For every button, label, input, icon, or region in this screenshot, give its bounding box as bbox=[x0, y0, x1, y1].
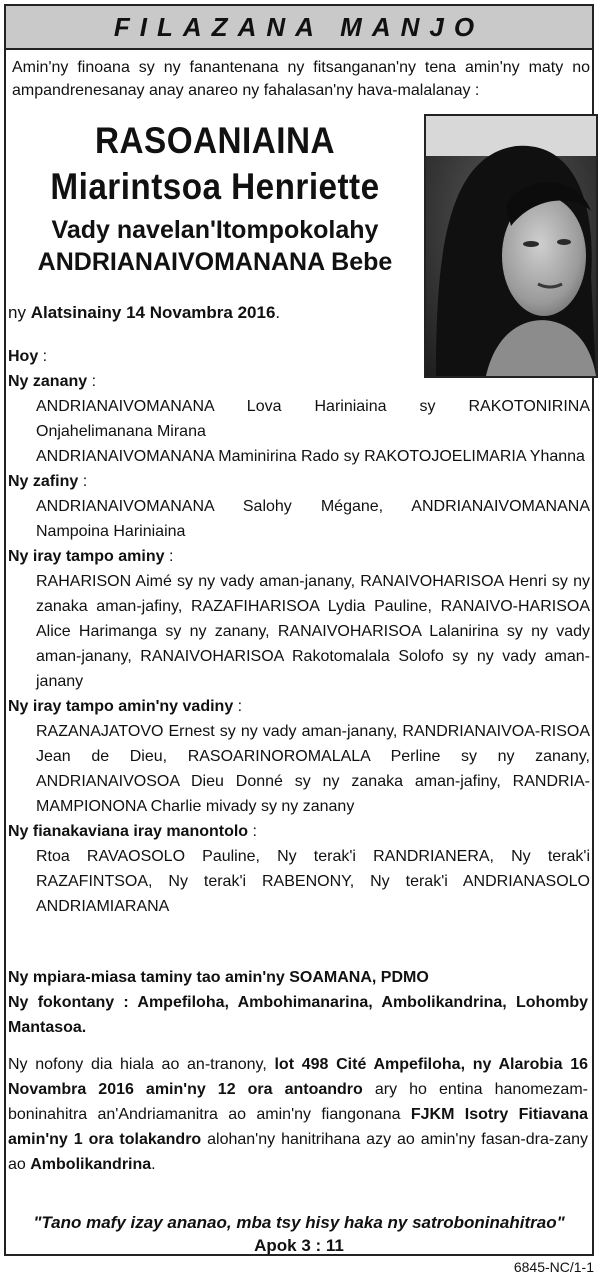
section-colon: : bbox=[233, 698, 243, 715]
spacer bbox=[8, 1040, 588, 1052]
section-label-iray-tampo-aminy: Ny iray tampo aminy bbox=[8, 548, 165, 565]
colleagues-line: Ny mpiara-miasa taminy tao amin'ny SOAMANA, PDMO bbox=[8, 969, 429, 986]
section-label-zanany: Ny zanany bbox=[8, 373, 88, 390]
hoy-line bbox=[8, 344, 590, 369]
section-label-zafiny: Ny zafiny bbox=[8, 473, 79, 490]
hoy-label: Hoy bbox=[8, 348, 39, 365]
date-line bbox=[8, 302, 280, 324]
section-colon: : bbox=[87, 373, 97, 390]
section-heading bbox=[8, 544, 590, 569]
list-item: ANDRIANAIVOMANANA Salohy Mégane, ANDRIANAIVOMANANA Nampoina Hariniaina bbox=[36, 498, 590, 540]
portrait-photo bbox=[424, 114, 598, 378]
section-heading bbox=[8, 694, 590, 719]
section-colon: : bbox=[78, 473, 88, 490]
date-prefix: ny bbox=[8, 303, 31, 322]
list-item: ANDRIANAIVOMANANA Lova Hariniaina sy RAKOTONIRINA Onjahelimanana Mirana bbox=[36, 398, 590, 440]
funeral-text: Ny nofony dia hiala ao an-tranony, bbox=[8, 1056, 275, 1073]
funeral-text: alohan'ny hanitrihana azy ao amin'ny fasan-dra-zany ao bbox=[8, 1131, 588, 1173]
spouse-line-1: Vady navelan'Itompokolahy bbox=[51, 216, 379, 244]
fokontany-line: Ny fokontany : Ampefiloha, Ambohimanarina, Ambolikandrina, Lohomby Mantasoa. bbox=[8, 994, 588, 1036]
date-suffix: . bbox=[275, 303, 281, 322]
funeral-address-date: lot 498 Cité Ampefiloha, ny Alarobia 16 Novambra 2016 amin'ny 12 ora antoandro bbox=[8, 1056, 589, 1098]
deceased-name-block bbox=[10, 118, 420, 278]
funeral-church-time: FJKM Isotry Fitiavana amin'ny 1 ora tolakandro bbox=[8, 1106, 589, 1148]
bible-quote: "Tano mafy izay ananao, mba tsy hisy haka ny satroboninahitrao" bbox=[33, 1213, 565, 1232]
funeral-text: . bbox=[151, 1156, 156, 1173]
portrait-image bbox=[426, 116, 596, 376]
funeral-details bbox=[8, 1052, 588, 1177]
hoy-suffix: : bbox=[38, 348, 48, 365]
bible-verse-ref: Apok 3 : 11 bbox=[254, 1236, 344, 1255]
burial-place: Ambolikandrina bbox=[30, 1156, 152, 1173]
deceased-surname: RASOANIAINA bbox=[95, 120, 335, 161]
section-heading bbox=[8, 369, 590, 394]
section-heading bbox=[8, 819, 590, 844]
section-heading bbox=[8, 469, 590, 494]
list-item: RAZANAJATOVO Ernest sy ny vady aman-janany, RANDRIANAIVOA-RISOA Jean de Dieu, RASOARINOROMALALA Perline sy ny zanany, ANDRIANAIVOSOA Dieu Donné sy ny zanaka aman-jafiny, RANDRIA-MAMPIONONA Charlie mivady sy ny zanany bbox=[36, 723, 590, 815]
funeral-text: ary ho entina hanomezam-boninahitra an'Andriamanitra ao amin'ny fiangonana bbox=[8, 1081, 588, 1123]
section-colon: : bbox=[248, 823, 257, 840]
deceased-given-name: Miarintsoa Henriette bbox=[50, 166, 380, 207]
section-label-iray-tampo-vadiny: Ny iray tampo amin'ny vadiny bbox=[8, 698, 234, 715]
list-item: ANDRIANAIVOMANANA Maminirina Rado sy RAKOTOJOELIMARIA Yhanna bbox=[36, 448, 585, 465]
list-item: RAHARISON Aimé sy ny vady aman-janany, RANAIVOHARISOA Henri sy ny zanaka aman-jafiny, RAZAFIHARISOA Lydia Pauline, RANAIVO-HARISOA Alice Harimanga sy ny zanany, RANAIVOHARISOA Lalanirina sy ny vady aman-janany, RANAIVOHARISOA Rakotomalala Solofo sy ny vady aman-janany bbox=[36, 573, 590, 690]
intro-text: Amin'ny finoana sy ny fanantenana ny fitsanganan'ny tena amin'ny maty no ampandrenesanay anay anareo ny fahalasan'ny hava-malalanay : bbox=[12, 59, 590, 99]
banner-title: FILAZANA MANJO bbox=[113, 11, 485, 42]
family-list bbox=[8, 344, 590, 919]
ad-reference: 6845-NC/1-1 bbox=[513, 1259, 594, 1275]
notice-banner bbox=[6, 6, 592, 50]
list-item: Rtoa RAVAOSOLO Pauline, Ny terak'i RANDRIANERA, Ny terak'i RAZAFINTSOA, Ny terak'i RABENONY, Ny terak'i ANDRIANASOLO ANDRIAMIARANA bbox=[36, 848, 590, 915]
date-of-death: Alatsinainy 14 Novambra 2016 bbox=[30, 303, 276, 322]
closing-block bbox=[8, 965, 588, 1177]
section-label-fianakaviana: Ny fianakaviana iray manontolo bbox=[8, 823, 249, 840]
section-colon: : bbox=[164, 548, 174, 565]
spouse-line-2: ANDRIANAIVOMANANA Bebe bbox=[37, 248, 393, 276]
